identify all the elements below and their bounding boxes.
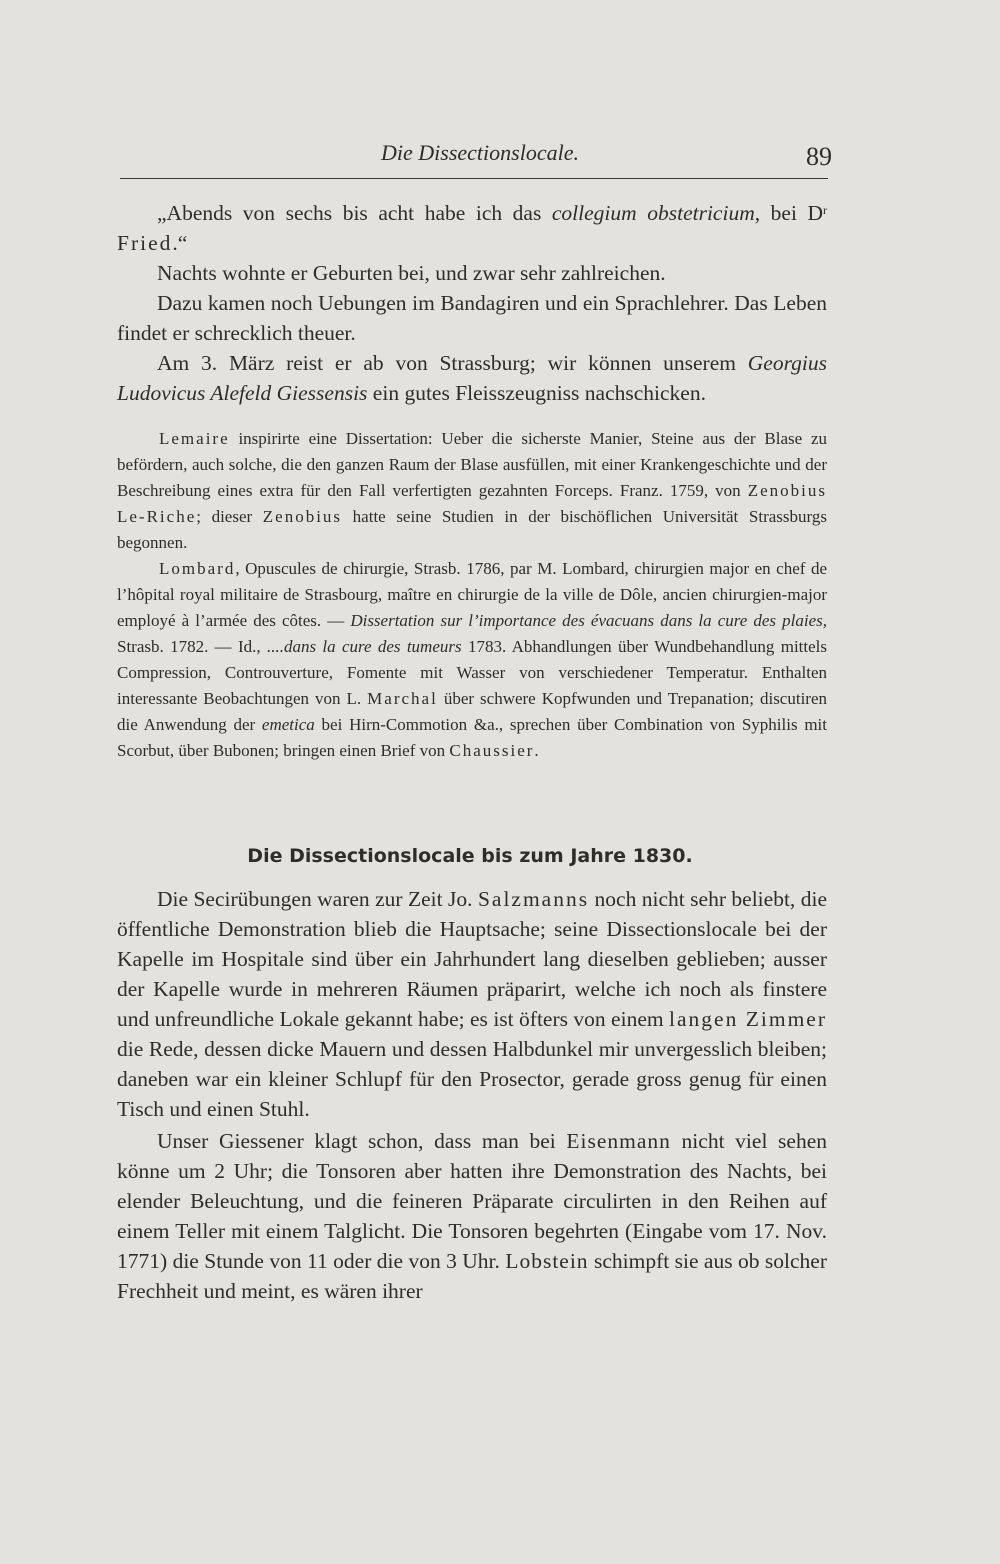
page-number: 89 xyxy=(806,142,832,171)
header-rule xyxy=(120,178,828,179)
paragraph-secirubungen: Die Secirübungen waren zur Zeit Jo. Salzmanns noch nicht sehr beliebt, die öffentliche Demonstration blieb die Hauptsache; seine Dissectionslocale bei der Kapelle im Hospitale sind über ein Jahrhundert lang dieselben geblieben; ausser der Kapelle wurde in mehreren Räumen präparirt, welche ich noch als finstere und unfreundliche Lokale gekannt habe; es ist öfters von einem langen Zimmer die Rede, dessen dicke Mauern und dessen Halbdunkel mir unvergesslich bleiben; daneben war ein kleiner Schlupf für den Prosector, gerade gross genug für einen Tisch und einen Stuhl. xyxy=(117,887,827,1121)
paragraph-exercises: Dazu kamen noch Uebungen im Bandagiren und ein Sprachlehrer. Das Leben findet er schrecklich theuer. xyxy=(117,291,827,345)
note-lombard: Lombard, Opuscules de chirurgie, Strasb. 1786, par M. Lombard, chirurgien major en chef de l’hôpital royal militaire de Strasbourg, maître en chirurgie de la ville de Dôle, ancien chirurgien-major employé à l’armée des côtes. — Dissertation sur l’importance des évacuans dans la cure des plaies, Strasb. 1782. — Id., ....dans la cure des tumeurs 1783. Abhandlungen über Wundbehandlung mittels Compression, Controuverture, Fomente mit Wasser von verschiedener Temperatur. Enthalten interessante Beobachtungen von L. Marchal über schwere Kopfwunden und Trepanation; discutiren die Anwendung der emetica bei Hirn-Commotion &a., sprechen über Combination von Syphilis mit Scorbut, über Bubonen; bringen einen Brief von Chaussier. xyxy=(117,559,828,760)
note-lemaire: Lemaire inspirirte eine Dissertation: Ueber die sicherste Manier, Steine aus der Blase zu befördern, auch solche, die den ganzen Raum der Blase ausfüllen, mit einer Krankengeschichte und der Beschreibung eines extra für den Fall verfertigten gezahnten Forceps. Franz. 1759, von Zenobius Le-Riche; dieser Zenobius hatte seine Studien in der bischöflichen Universität Strassburgs begonnen. xyxy=(117,429,827,552)
paragraph-nights: Nachts wohnte er Geburten bei, und zwar sehr zahlreichen. xyxy=(157,261,666,285)
paragraph-departure: Am 3. März reist er ab von Strassburg; wir können unserem Georgius Ludovicus Alefeld Giessensis ein gutes Fleisszeugniss nachschicken. xyxy=(117,351,827,405)
section-heading: Die Dissectionslocale bis zum Jahre 1830. xyxy=(247,845,693,867)
top-body-text xyxy=(117,198,827,408)
paragraph-giessener: Unser Giessener klagt schon, dass man bei Eisenmann nicht viel sehen könne um 2 Uhr; die Tonsoren aber hatten ihre Demonstration des Nachts, bei elender Beleuchtung, und die feineren Präparate circulirten in den Reihen auf einem Teller mit einem Talglicht. Die Tonsoren begehrten (Eingabe vom 17. Nov. 1771) die Stunde von 11 oder die von 3 Uhr. Lobstein schimpft sie aus ob solcher Frechheit und meint, es wären ihrer xyxy=(117,1129,827,1303)
footnotes xyxy=(117,426,827,764)
paragraph-quote: „Abends von sechs bis acht habe ich das collegium obstetricium, bei $D^r$ Fried.“ xyxy=(117,201,827,255)
section-body-text xyxy=(117,884,827,1306)
running-title: Die Dissectionslocale. xyxy=(381,140,579,165)
